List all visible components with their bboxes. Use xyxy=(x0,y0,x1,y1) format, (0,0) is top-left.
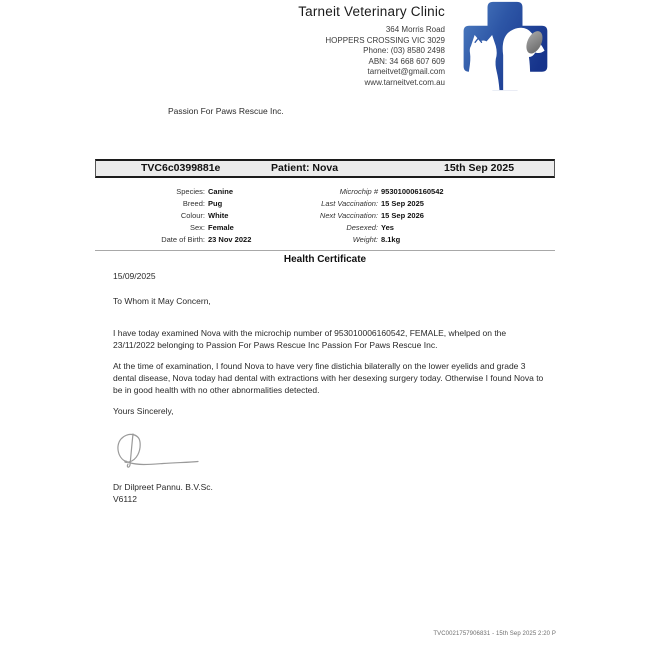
detail-species xyxy=(95,186,330,198)
clinic-email: tarneitvet@gmail.com xyxy=(367,67,445,76)
detail-dob xyxy=(95,234,330,246)
certificate-title: Health Certificate xyxy=(283,254,367,265)
detail-value: Yes xyxy=(381,223,394,232)
clinic-address-line: 364 Morris Road xyxy=(385,25,445,34)
owner-name: Passion For Paws Rescue Inc. xyxy=(168,106,284,116)
summary-bar xyxy=(95,159,555,178)
clinic-header xyxy=(205,4,445,88)
detail-value: Pug xyxy=(208,199,223,208)
detail-label: Desexed: xyxy=(346,223,378,232)
detail-value: 953010006160542 xyxy=(381,187,444,196)
clinic-abn: ABN: 34 668 607 609 xyxy=(368,56,445,66)
letter-closing: Yours Sincerely, xyxy=(113,406,174,416)
detail-label: Last Vaccination: xyxy=(321,199,378,208)
signatory-registration: V6112 xyxy=(113,494,137,504)
clinic-phone: Phone: (03) 8580 2498 xyxy=(363,46,445,55)
letter-paragraph: At the time of examination, I found Nova to have very fine distichia bilaterally on the lower eyelids and grade 3 dental disease, Nova today had dental with extractions with her desexing surgery today. Otherwise I found Nova to be in good health with no other abnormalities detected. xyxy=(113,361,544,395)
patient-details-right xyxy=(318,186,555,246)
detail-label: Breed: xyxy=(182,199,205,208)
detail-label: Species: xyxy=(176,187,205,196)
detail-value: 23 Nov 2022 xyxy=(208,235,252,244)
letter-paragraph: I have today examined Nova with the microchip number of 953010006160542, FEMALE, whelped on the 23/11/2022 belonging to Passion For Paws Rescue Inc Passion For Paws Rescue Inc. xyxy=(113,328,507,350)
detail-value: White xyxy=(208,211,229,220)
clinic-website: www.tarneitvet.com.au xyxy=(364,77,445,87)
detail-value: Female xyxy=(208,223,234,232)
detail-value: 15 Sep 2025 xyxy=(381,199,424,208)
certificate-date: 15th Sep 2025 xyxy=(444,162,515,174)
letter-salutation: To Whom it May Concern, xyxy=(113,296,211,306)
detail-weight xyxy=(318,234,555,246)
section-divider xyxy=(95,250,555,251)
clinic-name: Tarneit Veterinary Clinic xyxy=(298,4,445,19)
letter-date: 15/09/2025 xyxy=(113,271,156,281)
detail-label: Date of Birth: xyxy=(161,235,205,244)
patient-name: Patient: Nova xyxy=(271,162,339,174)
detail-desexed xyxy=(318,222,555,234)
detail-last-vaccination xyxy=(318,198,555,210)
detail-microchip xyxy=(318,186,555,198)
detail-breed xyxy=(95,198,330,210)
patient-details-left xyxy=(95,186,330,246)
detail-label: Sex: xyxy=(189,223,205,232)
certificate-id: TVC6c0399881e xyxy=(141,162,221,174)
detail-label: Next Vaccination: xyxy=(319,211,378,220)
detail-label: Colour: xyxy=(180,211,205,220)
detail-label: Weight: xyxy=(352,235,378,244)
vet-cross-cat-dog-logo-icon xyxy=(459,0,551,92)
handwritten-signature-icon xyxy=(113,431,203,469)
detail-value: 15 Sep 2026 xyxy=(381,211,424,220)
detail-value: Canine xyxy=(208,187,234,196)
footer-reference: TVC0021757906831 - 15th Sep 2025 2:20 P xyxy=(433,631,556,637)
letter-body xyxy=(113,270,549,505)
detail-label: Microchip # xyxy=(339,187,378,196)
detail-colour xyxy=(95,210,330,222)
detail-sex xyxy=(95,222,330,234)
signatory-name: Dr Dilpreet Pannu. B.V.Sc. xyxy=(113,482,213,492)
detail-next-vaccination xyxy=(318,210,555,222)
clinic-address-line: HOPPERS CROSSING VIC 3029 xyxy=(325,35,445,45)
detail-value: 8.1kg xyxy=(381,235,401,244)
